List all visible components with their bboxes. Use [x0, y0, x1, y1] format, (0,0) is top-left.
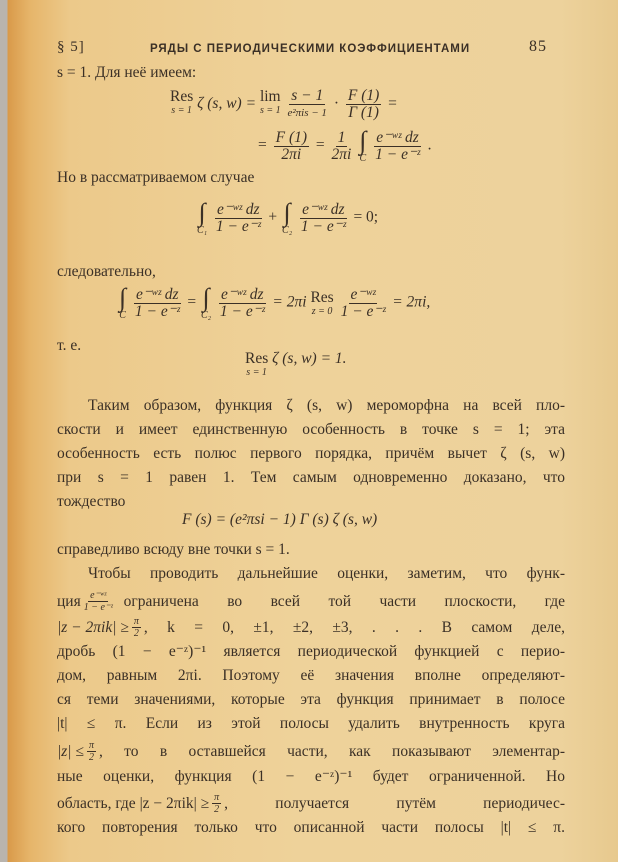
period: .: [427, 136, 432, 154]
integral-sign: ∫: [283, 198, 291, 227]
integral-sign: ∫: [119, 283, 127, 312]
page-number: 85: [529, 38, 547, 55]
integral-sign: ∫: [359, 126, 367, 155]
denominator: 2: [133, 628, 139, 639]
text-fragment: , получается путём периодичес-: [224, 794, 565, 812]
denominator: Γ (1): [348, 104, 379, 121]
numerator: π: [214, 792, 220, 803]
denominator: 1 − e⁻ᶻ: [215, 217, 261, 235]
denominator: 1 − e⁻ᶻ: [340, 302, 386, 320]
contour-label: C₂: [282, 225, 293, 236]
text-fragment: |z − 2πik| ≥: [57, 618, 129, 636]
text-fragment: |z| ≤: [57, 742, 84, 760]
zeta-expr: ζ (s, w) = 1.: [272, 350, 347, 367]
lim-op: lim: [259, 88, 281, 105]
text-line: s = 1. Для неё имеем:: [57, 64, 197, 81]
numerator: e⁻ʷᶻ: [90, 590, 107, 601]
res-sub: s = 1: [171, 105, 192, 116]
formula-residue: [170, 88, 397, 121]
numerator: e⁻ʷᶻ dz: [217, 200, 260, 218]
denominator: 2: [88, 752, 94, 763]
denominator: e²πis − 1: [287, 107, 327, 119]
text-line: следовательно,: [57, 263, 156, 280]
text-line: скости и имеет единственную особенность в точке s = 1; эта: [57, 421, 565, 438]
text-line: ные оценки, функция (1 − e⁻ᶻ)⁻¹ будет ограниченной. Но: [57, 768, 565, 785]
text-line: при s = 1 равен 1. Тем самым одновременно доказано, что: [57, 469, 565, 486]
equals: =: [187, 293, 197, 311]
two-pi-i: = 2πi: [272, 293, 307, 311]
res-op: Res: [310, 288, 334, 306]
text-fragment: , k = 0, ±1, ±2, ±3, . . . В самом деле,: [143, 618, 565, 636]
plus: +: [268, 208, 278, 226]
text-line: Таким образом, функция ζ (s, w) мероморфна на всей пло-: [88, 397, 565, 414]
formula-identity: F (s) = (e²πsi − 1) Γ (s) ζ (s, w): [182, 511, 378, 528]
text-line: дом, равным 2πi. Поэтому её значения вполне определяют-: [57, 667, 565, 684]
numerator: F (1): [275, 128, 308, 146]
text-fragment: , то в оставшейся части, как показывают элементар-: [98, 742, 565, 760]
denominator: 1 − e⁻ᶻ: [219, 302, 265, 320]
equals: =: [388, 95, 397, 113]
denominator: 2πi: [281, 145, 302, 163]
formula-contour-sum: [196, 200, 378, 236]
text-line: Чтобы проводить дальнейшие оценки, заметим, что функ-: [88, 565, 565, 582]
res-op: Res: [245, 350, 269, 367]
denominator: 1 − e⁻ᶻ: [134, 302, 180, 320]
res-op: Res: [170, 88, 194, 105]
zeta-expr: ζ (s, w) =: [197, 95, 257, 113]
text-line: дробь (1 − e⁻ᶻ)⁻¹ является периодической функцией с перио-: [57, 643, 565, 660]
numerator: e⁻ʷᶻ dz: [136, 285, 179, 303]
contour-label: C₂: [201, 310, 212, 321]
denominator: 1 − e⁻ᶻ: [83, 602, 113, 613]
text-line: кого повторения только что описанной части полосы |t| ≤ π.: [57, 819, 565, 836]
dot: ·: [333, 95, 339, 113]
text-line: особенность есть полюс первого порядка, причём вычет ζ (s, w): [57, 445, 565, 462]
numerator: F (1): [347, 87, 380, 104]
denominator: 2: [214, 804, 220, 815]
equals: =: [258, 136, 267, 154]
contour-label: C: [359, 153, 367, 164]
numerator: e⁻ʷᶻ dz: [302, 200, 345, 218]
denominator: 2πi: [331, 145, 352, 163]
running-title: РЯДЫ С ПЕРИОДИЧЕСКИМИ КОЭФФИЦИЕНТАМИ: [150, 43, 471, 55]
text-fragment: ция: [57, 592, 81, 610]
numerator: e⁻ʷᶻ: [350, 285, 376, 303]
text-line: |t| ≤ π. Если из этой полосы удалить внутренность круга: [57, 715, 565, 732]
res-sub: z = 0: [311, 305, 333, 317]
contour-label: C₁: [197, 225, 208, 236]
numerator: e⁻ʷᶻ dz: [221, 285, 264, 303]
text-line: т. е.: [57, 337, 82, 354]
numerator: e⁻ʷᶻ dz: [376, 128, 419, 146]
text-line: [57, 616, 565, 639]
text-line: [57, 590, 565, 613]
text-line: тождество: [57, 493, 126, 510]
text-line: справедливо всюду вне точки s = 1.: [57, 541, 290, 558]
denominator: 1 − e⁻ᶻ: [375, 145, 420, 163]
res-sub: s = 1: [246, 367, 267, 378]
numerator: s − 1: [291, 87, 324, 104]
numerator: π: [88, 740, 94, 751]
zero: = 0;: [353, 208, 379, 226]
section-number: § 5]: [57, 39, 85, 55]
integral-sign: ∫: [198, 198, 206, 227]
formula-residue-integral: [258, 128, 432, 164]
formula-result: [118, 285, 430, 321]
equals: =: [315, 136, 325, 154]
text-fragment: ограничена во всей той части плоскости, где: [123, 592, 565, 610]
contour-label: C: [119, 310, 126, 321]
formula-residue-one: [245, 350, 347, 379]
numerator: 1: [337, 128, 346, 146]
text-fragment: область, где |z − 2πik| ≥: [57, 794, 210, 812]
text-line: [57, 740, 565, 763]
text-line: ся теми значениями, которые эта функция принимает в полосе: [57, 691, 565, 708]
two-pi-i: = 2πi,: [392, 293, 431, 311]
integral-sign: ∫: [202, 283, 210, 312]
text-line: Но в рассматриваемом случае: [57, 169, 255, 186]
text-line: [57, 792, 565, 815]
lim-sub: s = 1: [259, 105, 281, 116]
numerator: π: [133, 616, 139, 627]
denominator: 1 − e⁻ᶻ: [300, 217, 346, 235]
